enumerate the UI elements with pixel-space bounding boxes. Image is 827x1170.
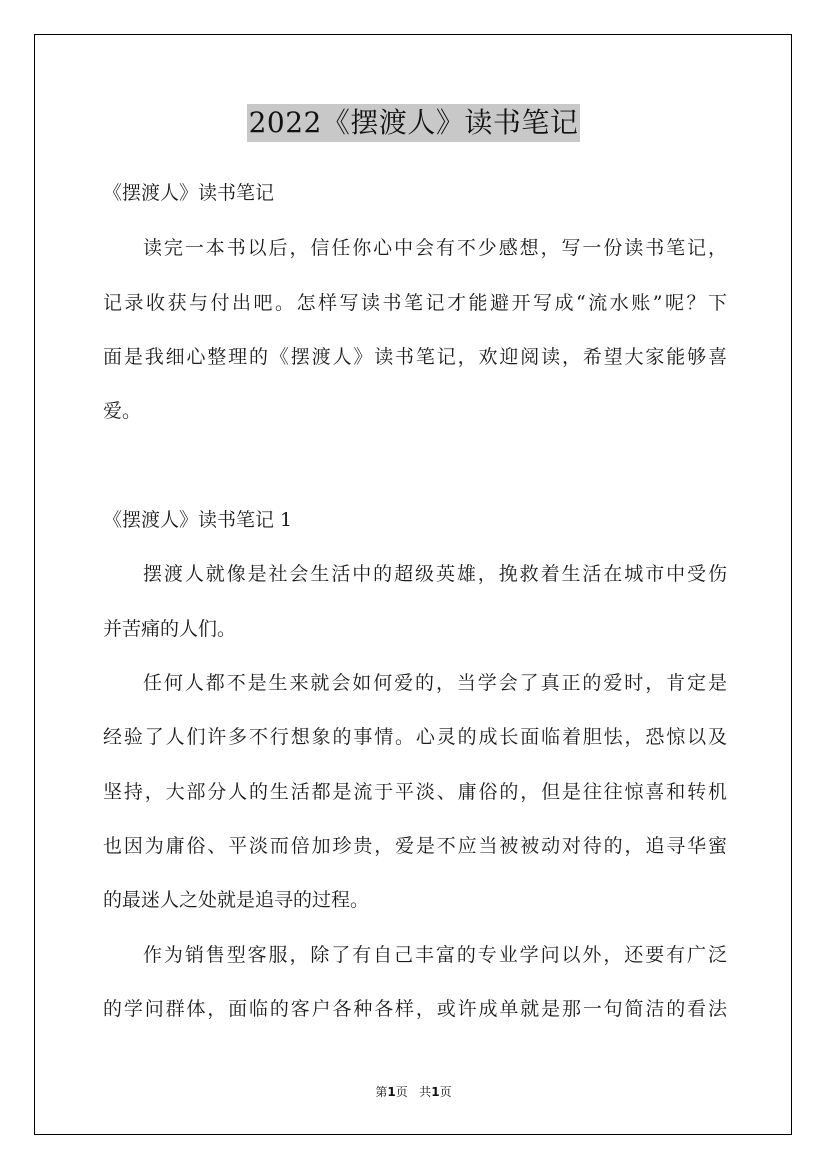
text-line: 经验了人们许多不行想象的事情。心灵的成长面临着胆怯，恐惊以及 bbox=[103, 726, 727, 748]
document-title: 2022《摆渡人》读书笔记 bbox=[247, 104, 581, 142]
text-line: 读完一本书以后，信任你心中会有不少感想，写一份读书笔记， bbox=[143, 237, 727, 259]
page-number: 1 bbox=[387, 1085, 396, 1099]
text-line: 坚持，大部分人的生活都是流于平淡、庸俗的，但是往往惊喜和转机 bbox=[103, 781, 727, 803]
text-line: 的学问群体，面临的客户各种各样，或许成单就是那一句简洁的看法 bbox=[103, 998, 727, 1020]
text-line: 爱。 bbox=[103, 400, 142, 422]
text-line: 记录收获与付出吧。怎样写读书笔记才能避开写成“流水账”呢？下 bbox=[103, 292, 727, 314]
page-prefix: 第 bbox=[375, 1085, 388, 1099]
text-line: 也因为庸俗、平淡而倍加珍贵，爱是不应当被被动对待的，追寻华蜜 bbox=[103, 835, 727, 857]
text-line: 摆渡人就像是社会生活中的超级英雄，挽救着生活在城市中受伤 bbox=[143, 563, 727, 585]
page-suffix: 页 bbox=[395, 1085, 408, 1099]
text-line: 并苦痛的人们。 bbox=[103, 618, 237, 640]
total-prefix: 共 bbox=[419, 1085, 432, 1099]
text-line: 面是我细心整理的《摆渡人》读书笔记，欢迎阅读，希望大家能够喜 bbox=[103, 346, 727, 368]
intro-heading: 《摆渡人》读书笔记 bbox=[103, 182, 275, 204]
text-line: 的最迷人之处就是追寻的过程。 bbox=[103, 889, 370, 911]
title-container bbox=[0, 104, 827, 142]
section-heading: 《摆渡人》读书笔记 1 bbox=[103, 509, 293, 531]
text-line: 任何人都不是生来就会如何爱的，当学会了真正的爱时，肯定是 bbox=[143, 672, 727, 694]
text-line: 作为销售型客服，除了有自己丰富的专业学问以外，还要有广泛 bbox=[143, 944, 727, 966]
page-footer bbox=[0, 1083, 827, 1100]
total-pages: 1 bbox=[431, 1085, 440, 1099]
total-suffix: 页 bbox=[439, 1085, 452, 1099]
